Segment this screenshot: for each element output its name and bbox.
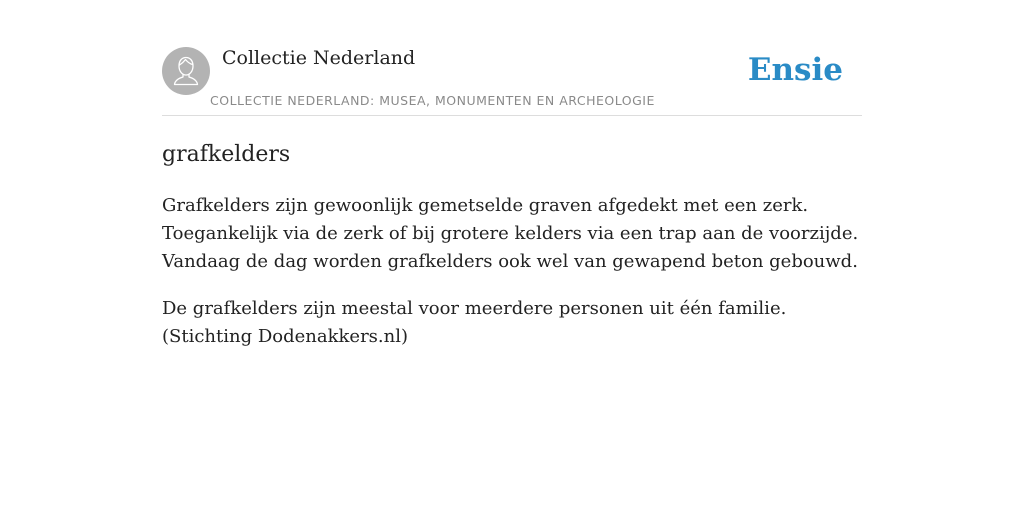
entry-paragraph: De grafkelders zijn meestal voor meerdere personen uit één familie. (Stichting Dodenakkers.nl) [162, 298, 787, 347]
entry-header [162, 0, 862, 116]
user-silhouette-icon [162, 47, 210, 95]
avatar[interactable] [162, 47, 210, 95]
entry-card [162, 0, 862, 512]
entry-paragraph: Grafkelders zijn gewoonlijk gemetselde graven afgedekt met een zerk. Toegankelijk via de zerk of bij grotere kelders via een trap aan de voorzijde. Vandaag de dag worden grafkelders ook wel van gewapend beton gebouwd. [162, 195, 859, 272]
ensie-logo-link[interactable]: Ensie [747, 52, 843, 88]
entry-title: grafkelders [162, 142, 291, 167]
entry-body [162, 192, 862, 370]
source-subtitle[interactable]: COLLECTIE NEDERLAND: MUSEA, MONUMENTEN EN ARCHEOLOGIE [210, 93, 655, 108]
source-name[interactable]: Collectie Nederland [222, 47, 416, 69]
